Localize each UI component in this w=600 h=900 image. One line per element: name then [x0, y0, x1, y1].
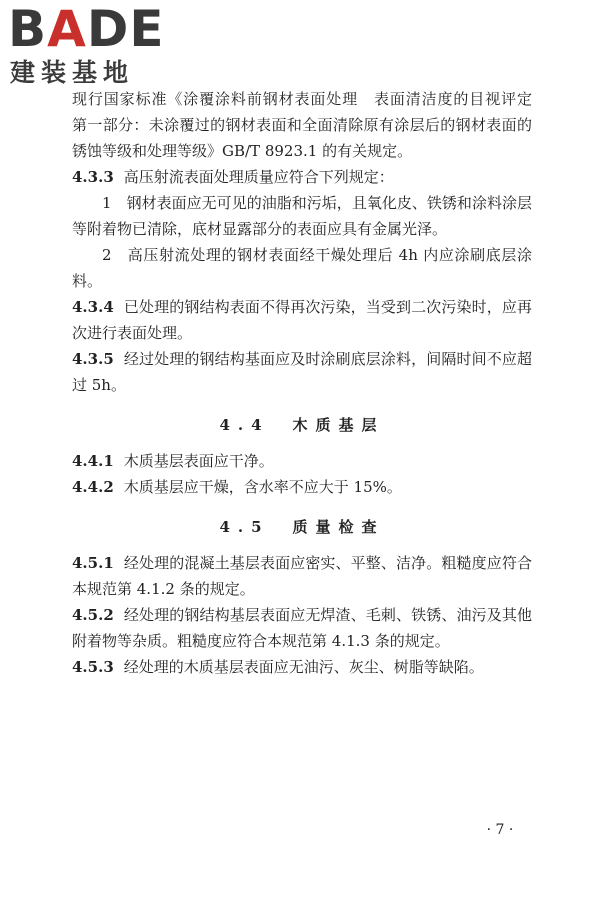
clause-4-3-3: [72, 164, 532, 190]
clause-text: 经处理的木质基层表面应无油污、灰尘、树脂等缺陷。: [123, 658, 484, 676]
clause-text: 经过处理的钢结构基面应及时涂刷底层涂料，间隔时间不应超过 5h。: [72, 350, 532, 394]
clause-4-4-1: [72, 448, 532, 474]
clause-number: 4.4.2: [72, 478, 114, 496]
clause-4-3-4: [72, 294, 532, 346]
clause-text: 木质基层应干燥，含水率不应大于 15%。: [123, 478, 402, 496]
logo-wordmark: BADE: [8, 0, 165, 58]
clause-4-3-3-item-2: 2 高压射流处理的钢材表面经干燥处理后 4h 内应涂刷底层涂料。: [72, 246, 532, 290]
clause-4-5-1: [72, 550, 532, 602]
clause-text: 经处理的混凝土基层表面应密实、平整、洁净。粗糙度应符合本规范第 4.1.2 条的规定。: [72, 554, 532, 598]
clause-text: 木质基层表面应干净。: [123, 452, 274, 470]
clause-number: 4.4.1: [72, 452, 114, 470]
clause-text: 经处理的钢结构基层表面应无焊渣、毛刺、铁锈、油污及其他附着物等杂质。粗糙度应符合本规范第 4.1.3 条的规定。: [72, 606, 532, 650]
clause-text: 已处理的钢结构表面不得再次污染，当受到二次污染时，应再次进行表面处理。: [72, 298, 532, 342]
clause-number: 4.3.4: [72, 298, 114, 316]
clause-number: 4.3.3: [72, 168, 114, 186]
logo: [8, 2, 178, 94]
page-number: · 7 ·: [486, 822, 514, 838]
logo-subtitle: 建装基地: [10, 58, 135, 87]
clause-4-5-3: [72, 654, 532, 680]
section-heading-4-4: 4.4 木质基层: [219, 416, 385, 434]
clause-4-5-2: [72, 602, 532, 654]
clause-text: 高压射流表面处理质量应符合下列规定：: [123, 168, 394, 186]
paragraph-continuation: 现行国家标准《涂覆涂料前钢材表面处理 表面清洁度的目视评定 第一部分：未涂覆过的钢材表面和全面清除原有涂层后的钢材表面的锈蚀等级和处理等级》GB/T 8923.1 的有关规定。: [72, 90, 548, 160]
section-heading-4-5: 4.5 质量检查: [219, 518, 385, 536]
clause-number: 4.5.2: [72, 606, 114, 624]
clause-4-3-3-item-1: 1 钢材表面应无可见的油脂和污垢，且氧化皮、铁锈和涂料涂层等附着物已清除，底材显露部分的表面应具有金属光泽。: [72, 194, 532, 238]
clause-4-4-2: [72, 474, 532, 500]
document-body: [72, 86, 548, 680]
clause-number: 4.5.1: [72, 554, 114, 572]
clause-number: 4.5.3: [72, 658, 114, 676]
clause-4-3-5: [72, 346, 532, 398]
logo-accent-a: A: [47, 0, 87, 58]
clause-number: 4.3.5: [72, 350, 114, 368]
